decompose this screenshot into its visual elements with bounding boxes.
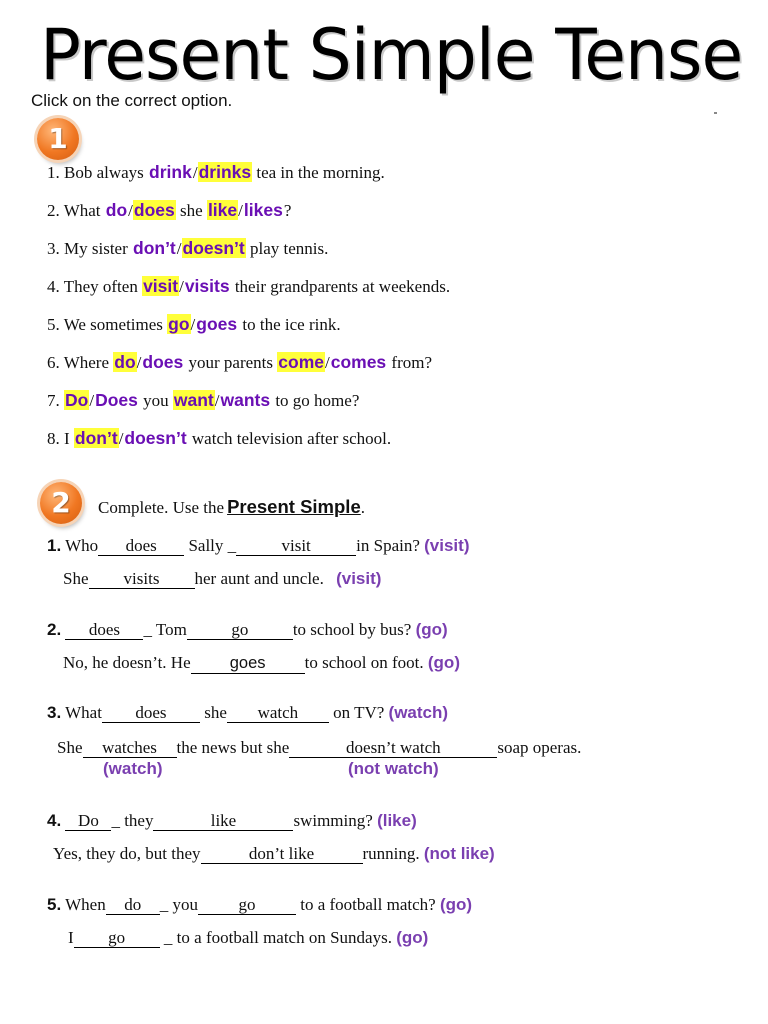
section-1-badge: 1 bbox=[37, 118, 79, 160]
question-text: What bbox=[65, 703, 102, 722]
answer-text: her aunt and uncle. bbox=[194, 569, 324, 588]
item-text: to go home? bbox=[275, 391, 360, 410]
option-separator: / bbox=[179, 277, 184, 296]
question-5: 5. When do _ you go to a football match? (go) bbox=[47, 895, 473, 914]
answer-text: running. bbox=[362, 844, 420, 863]
item-text: What bbox=[63, 201, 101, 220]
question-text: in Spain? bbox=[356, 536, 420, 555]
answer-text: _ to a football match on Sundays. bbox=[163, 928, 392, 947]
option-does[interactable]: does bbox=[142, 352, 184, 372]
option-do-selected[interactable]: do bbox=[114, 352, 136, 372]
answer-blank[interactable]: Do bbox=[65, 811, 111, 831]
answer-blank[interactable]: go bbox=[198, 895, 296, 915]
option-separator: / bbox=[214, 391, 220, 410]
option-want-selected[interactable]: want bbox=[173, 390, 214, 410]
answer-text: the news but she bbox=[176, 738, 290, 757]
option-goes[interactable]: goes bbox=[196, 314, 238, 334]
question-text: they bbox=[124, 811, 154, 830]
option-do-selected[interactable]: Do bbox=[65, 390, 89, 410]
question-text: you bbox=[172, 895, 198, 914]
answer-text: No, he doesn’t. He bbox=[63, 653, 191, 672]
item-text: ? bbox=[283, 201, 292, 220]
answer-text: Yes, they do, but they bbox=[53, 844, 201, 863]
option-visits[interactable]: visits bbox=[184, 276, 230, 296]
option-separator: / bbox=[128, 201, 133, 220]
exercise-1-item-3 bbox=[47, 236, 328, 261]
option-does[interactable]: Does bbox=[95, 390, 138, 410]
option-wants[interactable]: wants bbox=[220, 390, 271, 410]
answer-3 bbox=[57, 736, 581, 760]
exercise-1-item-1 bbox=[47, 160, 385, 185]
option-drinks-selected[interactable]: drinks bbox=[198, 162, 252, 182]
exercise-1-item-7 bbox=[47, 388, 359, 413]
question-text: to school by bus? bbox=[292, 620, 412, 639]
answer-blank[interactable]: doesn’t watch bbox=[289, 738, 497, 758]
question-text: she bbox=[204, 703, 227, 722]
page-title: Present Simple Tense bbox=[40, 14, 743, 96]
verb-hint: (like) bbox=[377, 811, 417, 830]
answer-text: I bbox=[68, 928, 74, 947]
verb-hint: (go) bbox=[439, 895, 473, 914]
answer-text: She bbox=[63, 569, 89, 588]
item-text: to the ice rink. bbox=[242, 315, 341, 334]
answer-blank[interactable]: does bbox=[98, 536, 184, 556]
item-text: My sister bbox=[64, 239, 128, 258]
item-number: 3. bbox=[47, 239, 60, 258]
option-come-selected[interactable]: come bbox=[278, 352, 324, 372]
section-2-badge: 2 bbox=[40, 482, 82, 524]
answer-2 bbox=[63, 651, 460, 675]
question-text: Who bbox=[65, 536, 99, 555]
item-text: Bob always bbox=[64, 163, 144, 182]
question-1 bbox=[47, 534, 469, 558]
heading-end: . bbox=[360, 498, 365, 517]
answer-blank[interactable]: visit bbox=[236, 536, 356, 556]
exercise-1-item-5 bbox=[47, 312, 341, 337]
verb-hint: (visit) bbox=[424, 536, 470, 555]
option-separator: / bbox=[324, 353, 330, 372]
item-number: 7. bbox=[47, 391, 60, 410]
verb-hint: (visit) bbox=[336, 569, 382, 588]
item-number: 8. bbox=[47, 429, 60, 448]
item-number: 5. bbox=[47, 315, 60, 334]
exercise-1-item-6 bbox=[47, 350, 432, 375]
answer-blank[interactable]: like bbox=[153, 811, 293, 831]
item-text: play tennis. bbox=[249, 239, 329, 258]
item-text: watch television after school. bbox=[191, 429, 392, 448]
verb-hint: (go) bbox=[427, 653, 460, 672]
item-number: 1. bbox=[47, 163, 60, 182]
exercise-1-item-2 bbox=[47, 198, 291, 223]
option-separator: / bbox=[238, 201, 243, 220]
item-text: from? bbox=[391, 353, 433, 372]
option-drink[interactable]: drink bbox=[149, 162, 192, 182]
option-separator: / bbox=[118, 429, 124, 448]
question-number: 4. bbox=[47, 811, 62, 830]
answer-blank[interactable]: does bbox=[102, 703, 200, 723]
exercise-1-item-4 bbox=[47, 274, 450, 299]
verb-hint: (watch) bbox=[103, 759, 163, 778]
answer-blank[interactable]: watches bbox=[83, 738, 177, 758]
option-separator: / bbox=[89, 391, 95, 410]
option-separator: / bbox=[192, 163, 198, 182]
item-text: their grandparents at weekends. bbox=[234, 277, 451, 296]
answer-text: to school on foot. bbox=[304, 653, 424, 672]
question-text: swimming? bbox=[293, 811, 373, 830]
section-2-heading bbox=[98, 494, 365, 521]
item-text: you bbox=[143, 391, 169, 410]
heading-present-simple: Present Simple bbox=[227, 496, 361, 517]
answer-blank[interactable]: don’t like bbox=[201, 844, 363, 864]
item-number: 4. bbox=[47, 277, 60, 296]
answer-blank[interactable]: go bbox=[187, 620, 293, 640]
option-likes[interactable]: likes bbox=[243, 200, 283, 220]
verb-hint: (not like) bbox=[423, 844, 495, 863]
item-text: tea in the morning. bbox=[256, 163, 385, 182]
answer-blank[interactable]: goes bbox=[191, 654, 305, 674]
question-text: Sally _ bbox=[188, 536, 237, 555]
option-separator: / bbox=[136, 353, 142, 372]
question-number: 2. bbox=[47, 620, 62, 639]
answer-text: soap operas. bbox=[497, 738, 582, 757]
exercise-1-item-8 bbox=[47, 426, 391, 451]
answer-blank[interactable]: do bbox=[106, 895, 160, 915]
verb-hint: (not watch) bbox=[348, 759, 439, 778]
answer-1 bbox=[63, 567, 381, 591]
verb-hint: (go) bbox=[415, 620, 448, 639]
item-text: your parents bbox=[188, 353, 274, 372]
answer-blank[interactable]: visits bbox=[89, 569, 195, 589]
question-text: to a football match? bbox=[300, 895, 436, 914]
answer-blank[interactable]: watch bbox=[227, 703, 329, 723]
question-number: 1. bbox=[47, 536, 62, 555]
answer-blank[interactable]: go bbox=[74, 928, 160, 948]
option-does-selected[interactable]: does bbox=[133, 200, 175, 220]
verb-hint: (watch) bbox=[388, 703, 449, 722]
option-dont[interactable]: don’t bbox=[133, 238, 176, 258]
option-separator: / bbox=[176, 239, 182, 258]
answer-text: She bbox=[57, 738, 83, 757]
item-text: Where bbox=[63, 353, 110, 372]
answer-blank[interactable]: does bbox=[65, 620, 143, 640]
question-text: When bbox=[65, 895, 106, 914]
option-dont-selected[interactable]: don’t bbox=[74, 428, 118, 448]
option-do[interactable]: do bbox=[105, 200, 128, 220]
option-doesnt-selected[interactable]: doesn’t bbox=[182, 238, 245, 258]
answer-5 bbox=[68, 926, 428, 950]
option-go-selected[interactable]: go bbox=[168, 314, 190, 334]
question-4: 4. Do _ they like swimming? (like) bbox=[47, 811, 417, 830]
item-text: she bbox=[180, 201, 203, 220]
option-like-selected[interactable]: like bbox=[207, 200, 238, 220]
question-2 bbox=[47, 618, 448, 642]
item-text: They often bbox=[63, 277, 138, 296]
verb-hint: (go) bbox=[396, 928, 429, 947]
item-text: I bbox=[64, 429, 70, 448]
question-number: 3. bbox=[47, 703, 62, 722]
question-text: on TV? bbox=[333, 703, 385, 722]
answer-4 bbox=[53, 842, 495, 866]
instruction-text: Click on the correct option. bbox=[31, 91, 233, 110]
item-number: 2. bbox=[47, 201, 60, 220]
option-comes[interactable]: comes bbox=[330, 352, 387, 372]
heading-text: Complete. Use the bbox=[98, 498, 225, 517]
option-separator: / bbox=[190, 315, 196, 334]
option-doesnt[interactable]: doesn’t bbox=[124, 428, 187, 448]
item-text: We sometimes bbox=[63, 315, 163, 334]
item-number: 6. bbox=[47, 353, 60, 372]
question-number: 5. bbox=[47, 895, 62, 914]
stray-mark bbox=[714, 112, 717, 114]
question-3 bbox=[47, 701, 448, 725]
question-text: _ Tom bbox=[143, 620, 187, 639]
option-visit-selected[interactable]: visit bbox=[143, 276, 179, 296]
